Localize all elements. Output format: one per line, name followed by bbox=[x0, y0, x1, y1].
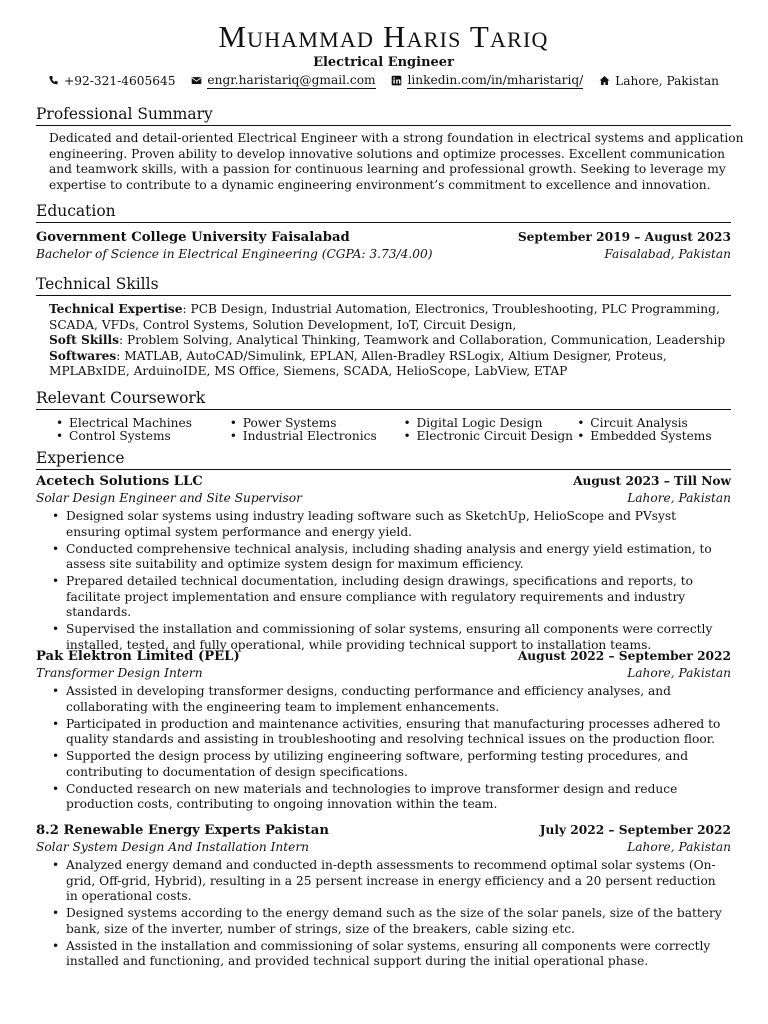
job-role: Transformer Design Intern bbox=[36, 665, 203, 680]
job-bullet: • Conducted research on new materials and technologies to improve transformer design and reduce production costs, contributing to ongoing innovation within the team. bbox=[66, 782, 731, 813]
skill-value: : Problem Solving, Analytical Thinking, Teamwork and Collaboration, Communication, Leadership bbox=[119, 333, 726, 347]
education-school: Government College University Faisalabad bbox=[36, 230, 350, 245]
job-entry bbox=[36, 474, 731, 655]
contact-linkedin[interactable] bbox=[391, 72, 583, 89]
coursework-grid bbox=[36, 417, 751, 443]
job-bullet: • Prepared detailed technical documentation, including design drawings, specifications and reports, to facilitate project implementation and ensure compliance with regulatory requirements and industry standards. bbox=[66, 574, 731, 621]
section-heading-summary: Professional Summary bbox=[36, 105, 731, 126]
education-location: Faisalabad, Pakistan bbox=[604, 246, 731, 261]
section-heading-experience: Experience bbox=[36, 449, 731, 470]
section-heading-skills: Technical Skills bbox=[36, 275, 731, 296]
job-bullet: • Supervised the installation and commissioning of solar systems, ensuring all components were correctly installed, tested, and fully operational, while providing technical support to installation teams. bbox=[66, 622, 731, 653]
skill-technical bbox=[49, 302, 744, 333]
skill-label: Soft Skills bbox=[49, 333, 120, 347]
education-dates: September 2019 – August 2023 bbox=[517, 230, 731, 244]
phone-icon bbox=[48, 75, 59, 86]
job-bullets bbox=[36, 684, 731, 813]
course-item: • Electrical Machines bbox=[56, 417, 230, 430]
course-item: • Circuit Analysis bbox=[577, 417, 751, 430]
job-bullet: • Conducted comprehensive technical analysis, including shading analysis and energy yield estimation, to assess site suitability and optimize system design for maximum efficiency. bbox=[66, 542, 731, 573]
contact-location bbox=[599, 73, 719, 89]
job-bullet: • Designed systems according to the energy demand such as the size of the solar panels, size of the battery bank, size of the inverter, number of strings, size of the breakers, cable sizing etc. bbox=[66, 906, 731, 937]
education-entry bbox=[36, 230, 731, 262]
job-bullet: • Designed solar systems using industry leading software such as SketchUp, HelioScope and PVsyst ensuring optimal system performance and energy yield. bbox=[66, 509, 731, 540]
skills-list bbox=[36, 302, 744, 380]
job-location: Lahore, Pakistan bbox=[627, 490, 731, 505]
job-entry bbox=[36, 823, 731, 971]
course-item: • Power Systems bbox=[230, 417, 404, 430]
job-dates: August 2023 – Till Now bbox=[573, 474, 731, 488]
job-bullet: • Participated in production and maintenance activities, ensuring that manufacturing processes adhered to quality standards and assisting in troubleshooting and resolving technical issues on the production floor. bbox=[66, 717, 731, 748]
course-item: • Digital Logic Design bbox=[404, 417, 578, 430]
job-role: Solar System Design And Installation Intern bbox=[36, 839, 310, 854]
skill-label: Technical Expertise bbox=[49, 302, 183, 316]
job-company: Acetech Solutions LLC bbox=[36, 474, 203, 489]
job-location: Lahore, Pakistan bbox=[627, 665, 731, 680]
skill-soft bbox=[49, 333, 744, 349]
job-entry bbox=[36, 649, 731, 814]
contact-email[interactable] bbox=[191, 72, 375, 89]
envelope-icon bbox=[191, 75, 202, 86]
candidate-title: Electrical Engineer bbox=[313, 55, 454, 70]
skill-value: : MATLAB, AutoCAD/Simulink, EPLAN, Allen-Bradley RSLogix, Altium Designer, Proteus, MPLABxIDE, ArduinoIDE, MS Office, Siemens, SCADA, HelioScope, LabView, ETAP bbox=[49, 348, 667, 378]
job-dates: August 2022 – September 2022 bbox=[517, 649, 731, 663]
summary-text: Dedicated and detail-oriented Electrical Engineer with a strong foundation in electrical systems and application engineering. Proven ability to develop innovative solutions and optimize processes. Excellent communication and teamwork skills, with a passion for continuous learning and professional growth. Seeking to leverage my expertise to contribute to a dynamic engineering environment’s commitment to excellence and innovation. bbox=[49, 131, 744, 192]
course-item: • Industrial Electronics bbox=[230, 430, 404, 443]
location-text: Lahore, Pakistan bbox=[615, 73, 719, 88]
job-bullet: • Supported the design process by utilizing engineering software, performing testing procedures, and contributing to documentation of design specifications. bbox=[66, 749, 731, 780]
skill-value: : PCB Design, Industrial Automation, Electronics, Troubleshooting, PLC Programming, SCADA, VFDs, Control Systems, Solution Development, IoT, Circuit Design, bbox=[49, 302, 720, 332]
job-company: Pak Elektron Limited (PEL) bbox=[36, 649, 240, 664]
section-heading-education: Education bbox=[36, 202, 731, 223]
course-item: • Embedded Systems bbox=[577, 430, 751, 443]
coursework-column bbox=[230, 417, 404, 443]
phone-text: +92-321-4605645 bbox=[64, 73, 176, 88]
coursework-column bbox=[577, 417, 751, 443]
job-bullet: • Analyzed energy demand and conducted in-depth assessments to recommend optimal solar systems (On-grid, Off-grid, Hybrid), resulting in a 25 persent increase in energy efficiency and a 20 persent reduction in operational costs. bbox=[66, 858, 731, 905]
education-degree: Bachelor of Science in Electrical Engineering (CGPA: 3.73/4.00) bbox=[36, 246, 433, 261]
course-item: • Electronic Circuit Design bbox=[404, 430, 578, 443]
job-bullet: • Assisted in the installation and commissioning of solar systems, ensuring all components were correctly installed and functioning, and provided technical support during the initial operational phase. bbox=[66, 939, 731, 970]
linkedin-link[interactable]: linkedin.com/in/mharistariq/ bbox=[407, 73, 584, 87]
contact-line bbox=[36, 72, 731, 90]
section-heading-coursework: Relevant Coursework bbox=[36, 389, 731, 410]
job-bullet: • Assisted in developing transformer designs, conducting performance and efficiency analyses, and collaborating with the engineering team to implement enhancements. bbox=[66, 684, 731, 715]
job-bullets bbox=[36, 858, 731, 970]
job-role: Solar Design Engineer and Site Supervisor bbox=[36, 490, 302, 505]
job-bullets bbox=[36, 509, 731, 653]
email-link[interactable]: engr.haristariq@gmail.com bbox=[207, 73, 376, 87]
coursework-column bbox=[56, 417, 230, 443]
job-company: 8.2 Renewable Energy Experts Pakistan bbox=[36, 823, 329, 838]
linkedin-icon bbox=[391, 75, 402, 86]
skill-label: Softwares bbox=[49, 348, 117, 363]
home-icon bbox=[599, 75, 610, 86]
coursework-column bbox=[404, 417, 578, 443]
candidate-name: Muhammad Haris Tariq bbox=[218, 19, 549, 54]
skill-software bbox=[49, 349, 744, 380]
job-location: Lahore, Pakistan bbox=[627, 839, 731, 854]
job-dates: July 2022 – September 2022 bbox=[539, 823, 731, 837]
contact-phone[interactable] bbox=[48, 73, 176, 89]
course-item: • Control Systems bbox=[56, 430, 230, 443]
